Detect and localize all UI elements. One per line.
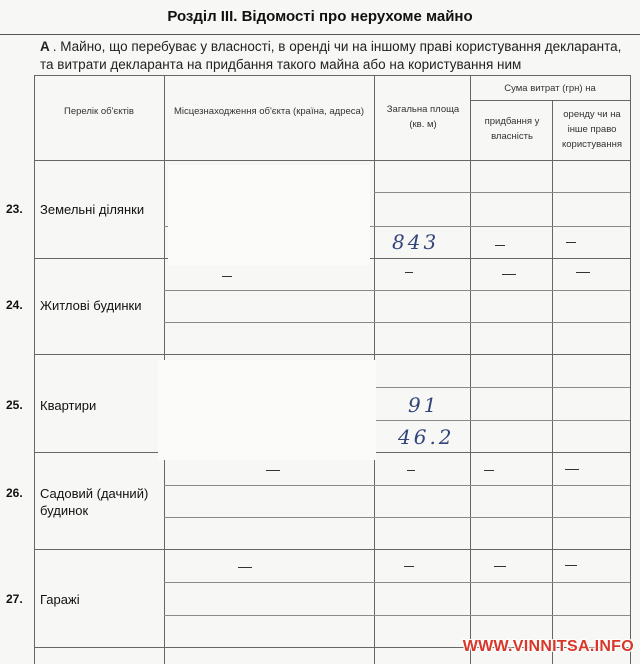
- row-number: 23.: [6, 202, 23, 216]
- subsection-text: . Майно, що перебуває у власності, в оренді чи на іншому праві користування декларанта, та витрати декларанта на придбання такого майна або на користування ним: [40, 39, 622, 72]
- row-label: Земельні ділянки: [40, 202, 145, 217]
- column-header-objects: Перелік об'єктів: [64, 106, 134, 117]
- handwritten-area: 843: [392, 230, 440, 254]
- redacted-region: [168, 165, 370, 265]
- handwritten-area: 46.2: [398, 425, 455, 449]
- subsection-heading: [40, 38, 630, 74]
- row-number: 25.: [6, 398, 23, 412]
- row-number: 24.: [6, 298, 23, 312]
- column-header-costs: Сума витрат (грн) на: [504, 83, 596, 94]
- row-number: 26.: [6, 486, 23, 500]
- row-label: Гаражі: [40, 592, 80, 607]
- redacted-region: [158, 360, 376, 460]
- subsection-letter: А: [40, 39, 50, 54]
- row-number: 27.: [6, 592, 23, 606]
- section-title: Розділ ІІІ. Відомості про нерухоме майно: [0, 0, 640, 35]
- column-header-purchase: придбання у власність: [484, 116, 540, 142]
- column-header-location: Місцезнаходження об'єкта (країна, адреса): [174, 106, 364, 117]
- row-label: Квартири: [40, 398, 97, 413]
- site-watermark: WWW.VINNITSA.INFO: [462, 638, 634, 655]
- column-header-rent: оренду чи на інше право користування: [562, 109, 622, 150]
- row-label: Житлові будинки: [40, 298, 142, 313]
- handwritten-area: 91: [408, 393, 440, 417]
- column-header-area: Загальна площа (кв. м): [386, 104, 460, 130]
- row-label: Садовий (дачний) будинок: [40, 486, 149, 518]
